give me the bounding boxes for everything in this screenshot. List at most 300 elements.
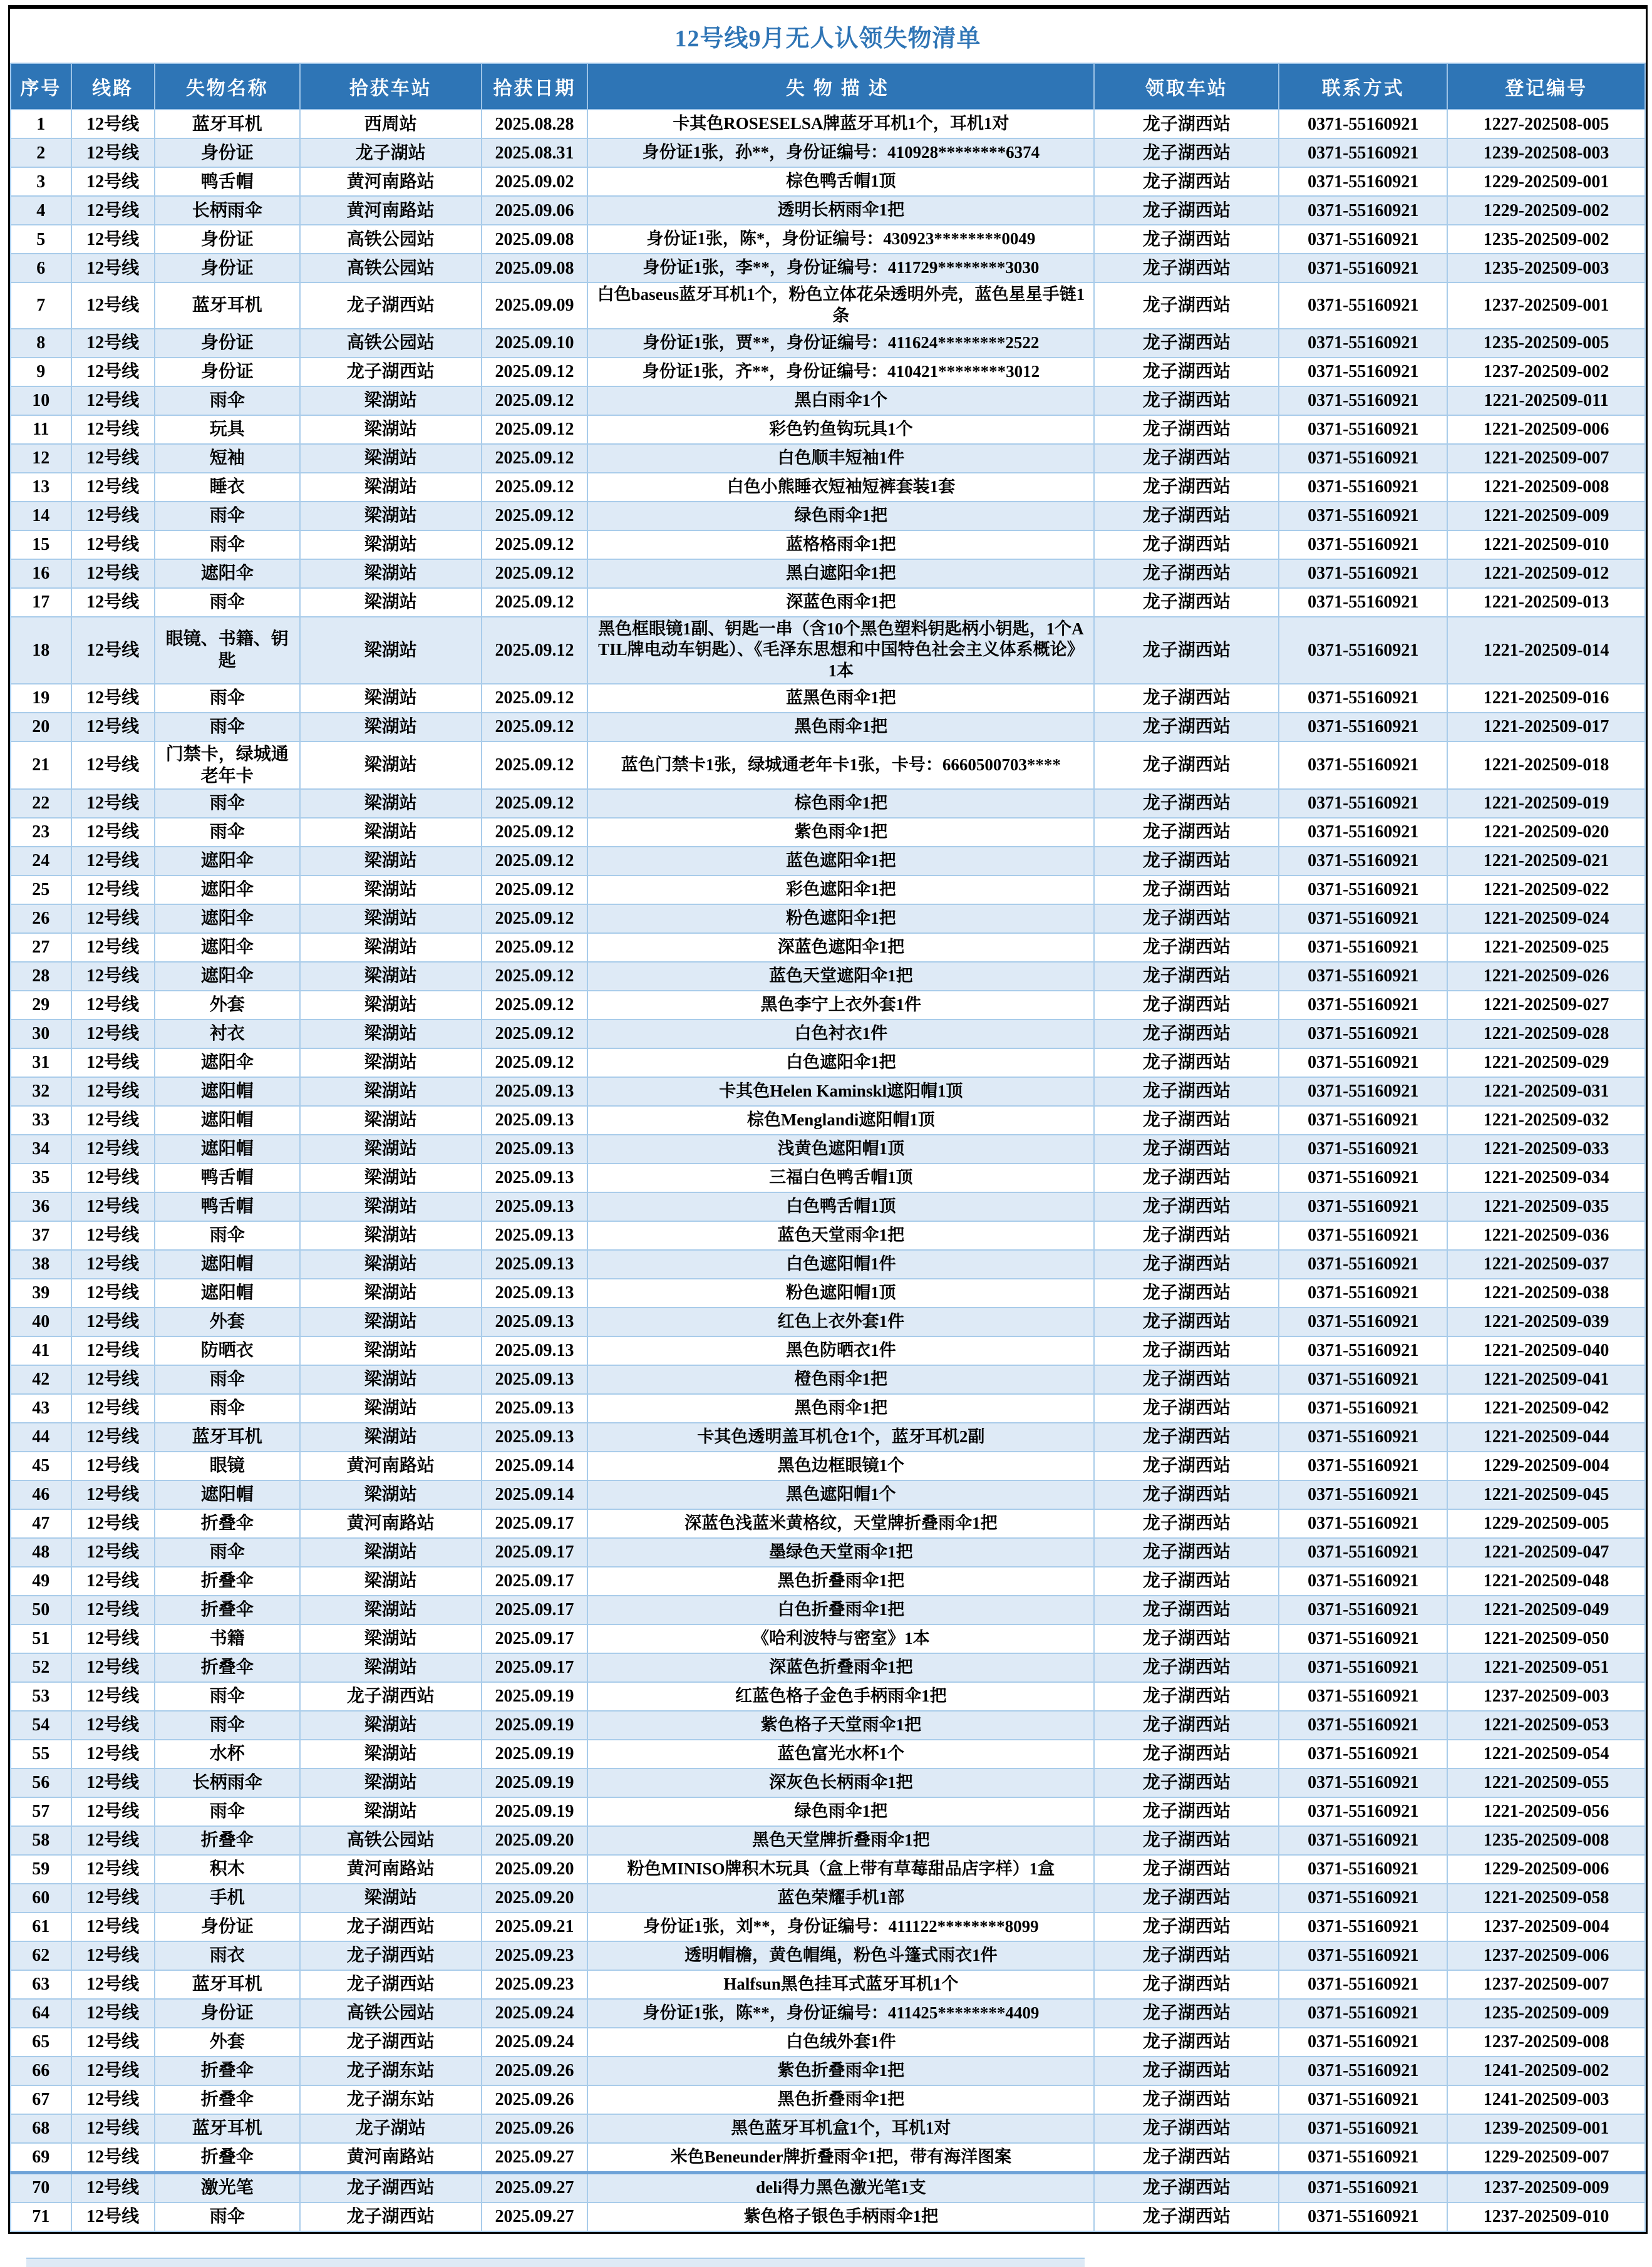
- cell-phone: 0371-55160921: [1279, 1048, 1447, 1077]
- cell-pickup-station: 龙子湖西站: [1094, 1682, 1279, 1711]
- cell-reg-no: 1221-202509-050: [1447, 1624, 1645, 1653]
- cell-line: 12号线: [71, 1452, 155, 1480]
- cell-description: 身份证1张，刘**，身份证编号：411122********8099: [587, 1913, 1094, 1941]
- cell-phone: 0371-55160921: [1279, 1884, 1447, 1913]
- cell-found-station: 梁湖站: [300, 1596, 482, 1624]
- cell-phone: 0371-55160921: [1279, 2028, 1447, 2057]
- table-row: [11, 1164, 1645, 1192]
- cell-phone: 0371-55160921: [1279, 1336, 1447, 1365]
- cell-description: 深蓝色遮阳伞1把: [587, 933, 1094, 962]
- cell-phone: 0371-55160921: [1279, 2085, 1447, 2114]
- cell-reg-no: 1237-202509-001: [1447, 282, 1645, 329]
- table-row: [11, 1423, 1645, 1452]
- table-row: [11, 2057, 1645, 2085]
- cell-description: 白色鸭舌帽1顶: [587, 1192, 1094, 1221]
- cell-date: 2025.09.17: [482, 1653, 588, 1682]
- cell-item: 遮阳伞: [155, 962, 300, 991]
- cell-seq: 26: [11, 904, 71, 933]
- cell-reg-no: 1221-202509-016: [1447, 684, 1645, 713]
- cell-line: 12号线: [71, 2028, 155, 2057]
- cell-phone: 0371-55160921: [1279, 741, 1447, 789]
- cell-line: 12号线: [71, 1020, 155, 1048]
- cell-reg-no: 1221-202509-039: [1447, 1308, 1645, 1336]
- cell-date: 2025.09.09: [482, 282, 588, 329]
- cell-date: 2025.09.12: [482, 1020, 588, 1048]
- cell-seq: 29: [11, 991, 71, 1020]
- cell-date: 2025.09.12: [482, 875, 588, 904]
- cell-item: 雨伞: [155, 2202, 300, 2231]
- table-row: [11, 1970, 1645, 1999]
- cell-phone: 0371-55160921: [1279, 386, 1447, 415]
- cell-date: 2025.09.12: [482, 386, 588, 415]
- cell-seq: 31: [11, 1048, 71, 1077]
- table-row: [11, 530, 1645, 559]
- table-row: [11, 1308, 1645, 1336]
- cell-item: 身份证: [155, 225, 300, 254]
- cell-pickup-station: 龙子湖西站: [1094, 2143, 1279, 2173]
- cell-line: 12号线: [71, 818, 155, 847]
- cell-found-station: 黄河南路站: [300, 1509, 482, 1538]
- cell-phone: 0371-55160921: [1279, 415, 1447, 444]
- cell-item: 身份证: [155, 138, 300, 167]
- cell-found-station: 梁湖站: [300, 1020, 482, 1048]
- cell-seq: 24: [11, 847, 71, 875]
- table-row: [11, 1509, 1645, 1538]
- cell-item: 身份证: [155, 1999, 300, 2028]
- cell-item: 雨伞: [155, 502, 300, 530]
- cell-reg-no: 1221-202509-021: [1447, 847, 1645, 875]
- cell-found-station: 梁湖站: [300, 1423, 482, 1452]
- table-row: [11, 1020, 1645, 1048]
- cell-pickup-station: 龙子湖西站: [1094, 1308, 1279, 1336]
- cell-seq: 41: [11, 1336, 71, 1365]
- cell-date: 2025.09.17: [482, 1509, 588, 1538]
- cell-date: 2025.09.06: [482, 196, 588, 225]
- cell-reg-no: 1229-202509-006: [1447, 1855, 1645, 1884]
- lost-items-table: [10, 63, 1646, 2232]
- title-bar: [10, 9, 1646, 63]
- cell-description: 身份证1张，陈**，身份证编号：411425********4409: [587, 1999, 1094, 2028]
- cell-pickup-station: 龙子湖西站: [1094, 1970, 1279, 1999]
- cell-reg-no: 1237-202509-008: [1447, 2028, 1645, 2057]
- cell-description: 三福白色鸭舌帽1顶: [587, 1164, 1094, 1192]
- cell-found-station: 高铁公园站: [300, 329, 482, 358]
- table-row: [11, 444, 1645, 473]
- cell-pickup-station: 龙子湖西站: [1094, 444, 1279, 473]
- cell-phone: 0371-55160921: [1279, 502, 1447, 530]
- cell-reg-no: 1221-202509-047: [1447, 1538, 1645, 1567]
- cell-pickup-station: 龙子湖西站: [1094, 713, 1279, 741]
- cell-phone: 0371-55160921: [1279, 1913, 1447, 1941]
- cell-reg-no: 1235-202509-002: [1447, 225, 1645, 254]
- cell-description: 红色上衣外套1件: [587, 1308, 1094, 1336]
- table-row: [11, 1826, 1645, 1855]
- cell-seq: 19: [11, 684, 71, 713]
- cell-date: 2025.09.20: [482, 1855, 588, 1884]
- cell-found-station: 西周站: [300, 110, 482, 138]
- cell-seq: 59: [11, 1855, 71, 1884]
- cell-found-station: 梁湖站: [300, 991, 482, 1020]
- cell-line: 12号线: [71, 167, 155, 196]
- cell-description: 红蓝色格子金色手柄雨伞1把: [587, 1682, 1094, 1711]
- cell-date: 2025.09.23: [482, 1970, 588, 1999]
- cell-pickup-station: 龙子湖西站: [1094, 1365, 1279, 1394]
- cell-date: 2025.09.12: [482, 904, 588, 933]
- cell-item: 身份证: [155, 358, 300, 386]
- cell-pickup-station: 龙子湖西站: [1094, 1913, 1279, 1941]
- table-row: [11, 138, 1645, 167]
- cell-found-station: 梁湖站: [300, 1480, 482, 1509]
- cell-line: 12号线: [71, 386, 155, 415]
- cell-description: 浅黄色遮阳帽1顶: [587, 1135, 1094, 1164]
- cell-phone: 0371-55160921: [1279, 588, 1447, 617]
- header-found-date: 拾获日期: [482, 63, 588, 110]
- cell-pickup-station: 龙子湖西站: [1094, 1769, 1279, 1797]
- cell-line: 12号线: [71, 1279, 155, 1308]
- cell-item: 折叠伞: [155, 1509, 300, 1538]
- cell-description: 《哈利波特与密室》1本: [587, 1624, 1094, 1653]
- cell-description: 黑色蓝牙耳机盒1个，耳机1对: [587, 2114, 1094, 2143]
- cell-item: 遮阳帽: [155, 1077, 300, 1106]
- cell-date: 2025.09.13: [482, 1365, 588, 1394]
- cell-found-station: 高铁公园站: [300, 254, 482, 282]
- cell-date: 2025.09.27: [482, 2202, 588, 2231]
- lost-items-tbody: [11, 110, 1645, 2231]
- cell-seq: 71: [11, 2202, 71, 2231]
- cell-date: 2025.09.19: [482, 1682, 588, 1711]
- cell-description: 透明帽檐，黄色帽绳，粉色斗篷式雨衣1件: [587, 1941, 1094, 1970]
- cell-reg-no: 1221-202509-040: [1447, 1336, 1645, 1365]
- cell-found-station: 梁湖站: [300, 1711, 482, 1740]
- cell-reg-no: 1221-202509-041: [1447, 1365, 1645, 1394]
- cell-seq: 40: [11, 1308, 71, 1336]
- cell-line: 12号线: [71, 1106, 155, 1135]
- cell-reg-no: 1229-202509-002: [1447, 196, 1645, 225]
- cell-pickup-station: 龙子湖西站: [1094, 818, 1279, 847]
- cell-item: 雨伞: [155, 530, 300, 559]
- cell-item: 折叠伞: [155, 1596, 300, 1624]
- cell-pickup-station: 龙子湖西站: [1094, 684, 1279, 713]
- cell-pickup-station: 龙子湖西站: [1094, 1538, 1279, 1567]
- cell-phone: 0371-55160921: [1279, 789, 1447, 818]
- cell-found-station: 高铁公园站: [300, 1999, 482, 2028]
- cell-seq: 60: [11, 1884, 71, 1913]
- cell-description: 紫色格子天堂雨伞1把: [587, 1711, 1094, 1740]
- cell-line: 12号线: [71, 741, 155, 789]
- cell-pickup-station: 龙子湖西站: [1094, 110, 1279, 138]
- page-title: 12号线9月无人认领失物清单: [674, 25, 981, 52]
- cell-seq: 43: [11, 1394, 71, 1423]
- cell-pickup-station: 龙子湖西站: [1094, 1192, 1279, 1221]
- cell-line: 12号线: [71, 530, 155, 559]
- cell-reg-no: 1221-202509-027: [1447, 991, 1645, 1020]
- cell-date: 2025.09.14: [482, 1452, 588, 1480]
- cell-line: 12号线: [71, 1048, 155, 1077]
- cell-date: 2025.09.12: [482, 684, 588, 713]
- cell-pickup-station: 龙子湖西站: [1094, 329, 1279, 358]
- cell-pickup-station: 龙子湖西站: [1094, 2057, 1279, 2085]
- cell-line: 12号线: [71, 2114, 155, 2143]
- cell-reg-no: 1229-202509-004: [1447, 1452, 1645, 1480]
- cell-line: 12号线: [71, 254, 155, 282]
- table-row: [11, 2028, 1645, 2057]
- cell-date: 2025.09.13: [482, 1135, 588, 1164]
- cell-description: 紫色折叠雨伞1把: [587, 2057, 1094, 2085]
- cell-line: 12号线: [71, 1941, 155, 1970]
- cell-line: 12号线: [71, 1711, 155, 1740]
- table-row: [11, 1567, 1645, 1596]
- cell-pickup-station: 龙子湖西站: [1094, 741, 1279, 789]
- cell-reg-no: 1221-202509-014: [1447, 617, 1645, 684]
- cell-item: 雨伞: [155, 1394, 300, 1423]
- cell-pickup-station: 龙子湖西站: [1094, 991, 1279, 1020]
- cell-found-station: 梁湖站: [300, 684, 482, 713]
- cell-phone: 0371-55160921: [1279, 1596, 1447, 1624]
- cell-found-station: 梁湖站: [300, 473, 482, 502]
- cell-phone: 0371-55160921: [1279, 1106, 1447, 1135]
- cell-reg-no: 1221-202509-025: [1447, 933, 1645, 962]
- table-row: [11, 1913, 1645, 1941]
- cell-date: 2025.09.27: [482, 2172, 588, 2202]
- cell-reg-no: 1221-202509-026: [1447, 962, 1645, 991]
- cell-pickup-station: 龙子湖西站: [1094, 875, 1279, 904]
- cell-line: 12号线: [71, 2202, 155, 2231]
- cell-date: 2025.09.12: [482, 789, 588, 818]
- cell-found-station: 龙子湖西站: [300, 2202, 482, 2231]
- cell-line: 12号线: [71, 138, 155, 167]
- cell-date: 2025.09.13: [482, 1192, 588, 1221]
- cell-date: 2025.09.27: [482, 2143, 588, 2173]
- cell-pickup-station: 龙子湖西站: [1094, 1740, 1279, 1769]
- cell-reg-no: 1221-202509-013: [1447, 588, 1645, 617]
- cell-description: 黑白雨伞1个: [587, 386, 1094, 415]
- table-row: [11, 167, 1645, 196]
- table-row: [11, 713, 1645, 741]
- cell-date: 2025.08.28: [482, 110, 588, 138]
- cell-phone: 0371-55160921: [1279, 2143, 1447, 2173]
- cell-reg-no: 1221-202509-020: [1447, 818, 1645, 847]
- cell-date: 2025.09.12: [482, 530, 588, 559]
- cell-seq: 69: [11, 2143, 71, 2173]
- cell-description: 蓝色门禁卡1张，绿城通老年卡1张，卡号：6660500703****: [587, 741, 1094, 789]
- cell-line: 12号线: [71, 1135, 155, 1164]
- cell-description: 白色顺丰短袖1件: [587, 444, 1094, 473]
- cell-seq: 68: [11, 2114, 71, 2143]
- cell-description: 身份证1张，孙**，身份证编号：410928********6374: [587, 138, 1094, 167]
- cell-line: 12号线: [71, 1423, 155, 1452]
- cell-description: 绿色雨伞1把: [587, 1797, 1094, 1826]
- cell-date: 2025.09.21: [482, 1913, 588, 1941]
- cell-line: 12号线: [71, 2057, 155, 2085]
- cell-item: 折叠伞: [155, 2143, 300, 2173]
- cell-phone: 0371-55160921: [1279, 1308, 1447, 1336]
- cell-line: 12号线: [71, 110, 155, 138]
- cell-item: 蓝牙耳机: [155, 1970, 300, 1999]
- cell-phone: 0371-55160921: [1279, 559, 1447, 588]
- cell-pickup-station: 龙子湖西站: [1094, 1826, 1279, 1855]
- cell-description: 黑白遮阳伞1把: [587, 559, 1094, 588]
- cell-found-station: 梁湖站: [300, 1797, 482, 1826]
- cell-line: 12号线: [71, 1365, 155, 1394]
- cell-line: 12号线: [71, 1999, 155, 2028]
- cell-line: 12号线: [71, 1538, 155, 1567]
- cell-found-station: 梁湖站: [300, 1538, 482, 1567]
- cell-pickup-station: 龙子湖西站: [1094, 904, 1279, 933]
- cell-description: 黑色边框眼镜1个: [587, 1452, 1094, 1480]
- cell-phone: 0371-55160921: [1279, 444, 1447, 473]
- table-row: [11, 1221, 1645, 1250]
- cell-line: 12号线: [71, 933, 155, 962]
- cell-description: 白色衬衣1件: [587, 1020, 1094, 1048]
- cell-description: 彩色钓鱼钩玩具1个: [587, 415, 1094, 444]
- cell-line: 12号线: [71, 1826, 155, 1855]
- table-row: [11, 110, 1645, 138]
- cell-phone: 0371-55160921: [1279, 818, 1447, 847]
- cell-phone: 0371-55160921: [1279, 1970, 1447, 1999]
- cell-seq: 30: [11, 1020, 71, 1048]
- cell-description: 身份证1张，贾**，身份证编号：411624********2522: [587, 329, 1094, 358]
- cell-item: 折叠伞: [155, 1567, 300, 1596]
- cell-description: 墨绿色天堂雨伞1把: [587, 1538, 1094, 1567]
- cell-date: 2025.09.19: [482, 1740, 588, 1769]
- cell-phone: 0371-55160921: [1279, 358, 1447, 386]
- cell-date: 2025.09.17: [482, 1567, 588, 1596]
- cell-description: 蓝色遮阳伞1把: [587, 847, 1094, 875]
- cell-reg-no: 1221-202509-022: [1447, 875, 1645, 904]
- cell-reg-no: 1221-202509-048: [1447, 1567, 1645, 1596]
- cell-line: 12号线: [71, 789, 155, 818]
- table-row: [11, 1682, 1645, 1711]
- cell-item: 遮阳伞: [155, 559, 300, 588]
- cell-seq: 61: [11, 1913, 71, 1941]
- cell-phone: 0371-55160921: [1279, 110, 1447, 138]
- table-row: [11, 904, 1645, 933]
- cell-found-station: 梁湖站: [300, 530, 482, 559]
- cell-description: 粉色MINISO牌积木玩具（盒上带有草莓甜品店字样）1盒: [587, 1855, 1094, 1884]
- cell-description: 白色baseus蓝牙耳机1个，粉色立体花朵透明外壳，蓝色星星手链1条: [587, 282, 1094, 329]
- cell-seq: 20: [11, 713, 71, 741]
- cell-seq: 6: [11, 254, 71, 282]
- cell-description: 白色绒外套1件: [587, 2028, 1094, 2057]
- cell-found-station: 黄河南路站: [300, 196, 482, 225]
- cell-date: 2025.09.12: [482, 559, 588, 588]
- cell-reg-no: 1221-202509-038: [1447, 1279, 1645, 1308]
- cell-description: 深蓝色雨伞1把: [587, 588, 1094, 617]
- table-row: [11, 386, 1645, 415]
- cell-date: 2025.09.19: [482, 1797, 588, 1826]
- cell-found-station: 黄河南路站: [300, 167, 482, 196]
- cell-item: 雨衣: [155, 1941, 300, 1970]
- cell-phone: 0371-55160921: [1279, 1394, 1447, 1423]
- cell-found-station: 龙子湖东站: [300, 2057, 482, 2085]
- table-row: [11, 2172, 1645, 2202]
- cell-description: 卡其色Helen Kaminskl遮阳帽1顶: [587, 1077, 1094, 1106]
- cell-item: 积木: [155, 1855, 300, 1884]
- cell-pickup-station: 龙子湖西站: [1094, 617, 1279, 684]
- cell-phone: 0371-55160921: [1279, 1797, 1447, 1826]
- cell-phone: 0371-55160921: [1279, 329, 1447, 358]
- cell-item: 遮阳帽: [155, 1279, 300, 1308]
- cell-seq: 5: [11, 225, 71, 254]
- header-pickup-station: 领取车站: [1094, 63, 1279, 110]
- cell-seq: 46: [11, 1480, 71, 1509]
- cell-reg-no: 1237-202509-003: [1447, 1682, 1645, 1711]
- cell-line: 12号线: [71, 1394, 155, 1423]
- cell-seq: 32: [11, 1077, 71, 1106]
- cell-description: 蓝色荣耀手机1部: [587, 1884, 1094, 1913]
- cell-seq: 17: [11, 588, 71, 617]
- table-row: [11, 1941, 1645, 1970]
- table-row: [11, 2114, 1645, 2143]
- cell-description: 白色小熊睡衣短袖短裤套装1套: [587, 473, 1094, 502]
- cell-phone: 0371-55160921: [1279, 1999, 1447, 2028]
- cell-seq: 56: [11, 1769, 71, 1797]
- cell-seq: 11: [11, 415, 71, 444]
- cell-found-station: 黄河南路站: [300, 1452, 482, 1480]
- cell-date: 2025.09.19: [482, 1711, 588, 1740]
- cell-found-station: 龙子湖西站: [300, 1682, 482, 1711]
- cell-found-station: 梁湖站: [300, 502, 482, 530]
- cell-phone: 0371-55160921: [1279, 1653, 1447, 1682]
- header-seq: 序号: [11, 63, 71, 110]
- cell-pickup-station: 龙子湖西站: [1094, 1884, 1279, 1913]
- cell-seq: 28: [11, 962, 71, 991]
- cell-description: 粉色遮阳帽1顶: [587, 1279, 1094, 1308]
- cell-reg-no: 1221-202509-049: [1447, 1596, 1645, 1624]
- cell-phone: 0371-55160921: [1279, 254, 1447, 282]
- table-row: [11, 282, 1645, 329]
- cell-seq: 7: [11, 282, 71, 329]
- cell-line: 12号线: [71, 1624, 155, 1653]
- cell-found-station: 梁湖站: [300, 847, 482, 875]
- cell-pickup-station: 龙子湖西站: [1094, 2202, 1279, 2231]
- cell-seq: 52: [11, 1653, 71, 1682]
- cell-seq: 35: [11, 1164, 71, 1192]
- cell-line: 12号线: [71, 225, 155, 254]
- cell-description: 紫色雨伞1把: [587, 818, 1094, 847]
- cell-description: 紫色格子银色手柄雨伞1把: [587, 2202, 1094, 2231]
- cell-found-station: 龙子湖西站: [300, 282, 482, 329]
- cell-item: 身份证: [155, 254, 300, 282]
- table-row: [11, 196, 1645, 225]
- cell-found-station: 梁湖站: [300, 1135, 482, 1164]
- cell-found-station: 梁湖站: [300, 415, 482, 444]
- cell-reg-no: 1221-202509-045: [1447, 1480, 1645, 1509]
- cell-found-station: 高铁公园站: [300, 225, 482, 254]
- cell-line: 12号线: [71, 1221, 155, 1250]
- header-description: 失物描述: [587, 63, 1094, 110]
- cell-phone: 0371-55160921: [1279, 1452, 1447, 1480]
- cell-seq: 64: [11, 1999, 71, 2028]
- cell-date: 2025.09.12: [482, 933, 588, 962]
- cell-phone: 0371-55160921: [1279, 904, 1447, 933]
- cell-reg-no: 1241-202509-002: [1447, 2057, 1645, 2085]
- cell-date: 2025.09.24: [482, 1999, 588, 2028]
- cell-phone: 0371-55160921: [1279, 684, 1447, 713]
- cell-description: 黑色防晒衣1件: [587, 1336, 1094, 1365]
- cell-found-station: 高铁公园站: [300, 1826, 482, 1855]
- cell-reg-no: 1221-202509-029: [1447, 1048, 1645, 1077]
- cell-found-station: 龙子湖东站: [300, 2085, 482, 2114]
- cell-item: 雨伞: [155, 386, 300, 415]
- cell-line: 12号线: [71, 1308, 155, 1336]
- cell-item: 雨伞: [155, 1797, 300, 1826]
- cell-pickup-station: 龙子湖西站: [1094, 933, 1279, 962]
- cell-date: 2025.09.23: [482, 1941, 588, 1970]
- cell-reg-no: 1235-202509-003: [1447, 254, 1645, 282]
- cell-item: 眼镜: [155, 1452, 300, 1480]
- cell-date: 2025.09.13: [482, 1077, 588, 1106]
